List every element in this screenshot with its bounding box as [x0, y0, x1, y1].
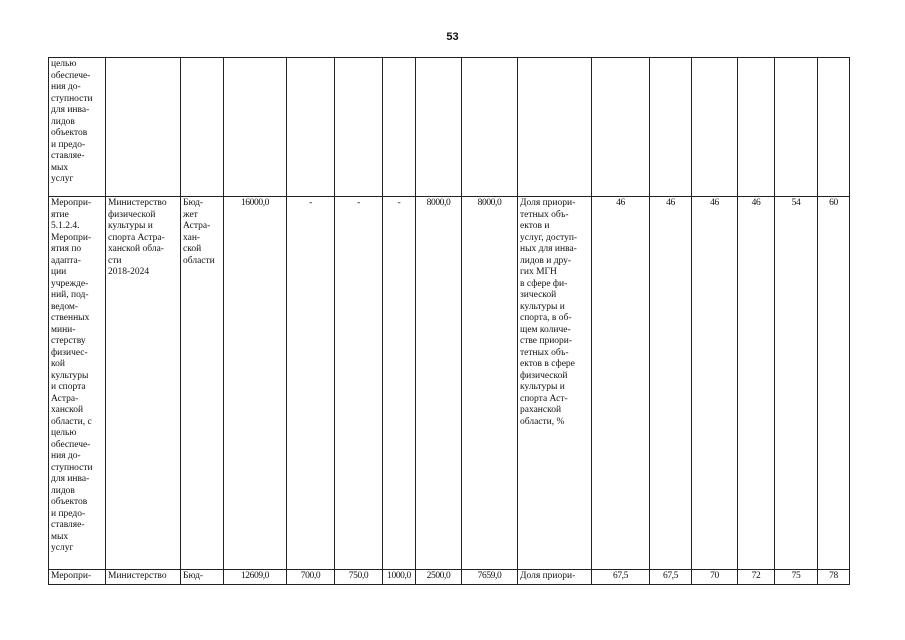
indicator-value-cell: 46 [650, 197, 692, 570]
amount-cell: 700,0 [287, 570, 335, 585]
indicator-cell: Доля приори- тетных объ- ектов и услуг, доступ- ных для инва- лидов и дру- гих МГН в сфере фи- зической культуры и спорта, в об- щем количе- стве приори- тетных объ- ектов в сфере физической культуры и спорта Аст- раханской области, % [518, 197, 592, 570]
amount-cell: - [335, 197, 383, 570]
indicator-value-cell [818, 58, 850, 197]
total-amount-cell [224, 58, 287, 197]
indicator-value-cell: 67,5 [592, 570, 650, 585]
amount-cell: 750,0 [335, 570, 383, 585]
funding-source-cell: Бюд- [181, 570, 224, 585]
indicator-value-cell: 46 [692, 197, 738, 570]
total-amount-cell: 16000,0 [224, 197, 287, 570]
measure-name-cell: Меропри- [49, 570, 106, 585]
indicator-value-cell [775, 58, 818, 197]
indicator-value-cell: 46 [738, 197, 775, 570]
executor-cell: Министерство [106, 570, 181, 585]
executor-cell: Министерство физической культуры и спорта Астра- ханской обла- сти 2018-2024 [106, 197, 181, 570]
amount-cell: 2500,0 [416, 570, 462, 585]
amount-cell: 1000,0 [383, 570, 416, 585]
total-amount-cell: 12609,0 [224, 570, 287, 585]
indicator-value-cell: 75 [775, 570, 818, 585]
indicator-value-cell [692, 58, 738, 197]
program-measures-table [48, 57, 850, 585]
funding-source-cell [181, 58, 224, 197]
measure-name-cell: Меропри- ятие 5.1.2.4. Меропри- ятия по адапта- ции учрежде- ний, под- ведом- ственных мини- стерству физичес- кой культуры и спорта Астра- ханской области, с целью обеспече- ния до- ступности для инва- лидов объектов и предо- ставляе- мых услуг [49, 197, 106, 570]
page-number: 53 [446, 31, 459, 43]
indicator-value-cell [592, 58, 650, 197]
amount-cell: 8000,0 [462, 197, 518, 570]
indicator-value-cell: 60 [818, 197, 850, 570]
indicator-value-cell: 72 [738, 570, 775, 585]
executor-cell [106, 58, 181, 197]
measure-name-cell: целью обеспече- ния до- ступности для инва- лидов объектов и предо- ставляе- мых услуг [49, 58, 106, 197]
indicator-cell [518, 58, 592, 197]
indicator-value-cell [650, 58, 692, 197]
indicator-value-cell: 46 [592, 197, 650, 570]
amount-cell: 8000,0 [416, 197, 462, 570]
table-row [49, 197, 850, 570]
funding-source-cell: Бюд- жет Астра- хан- ской области [181, 197, 224, 570]
indicator-value-cell: 70 [692, 570, 738, 585]
amount-cell [416, 58, 462, 197]
amount-cell [335, 58, 383, 197]
indicator-value-cell: 78 [818, 570, 850, 585]
amount-cell: - [383, 197, 416, 570]
indicator-cell: Доля приори- [518, 570, 592, 585]
amount-cell [462, 58, 518, 197]
amount-cell: 7659,0 [462, 570, 518, 585]
amount-cell [287, 58, 335, 197]
indicator-value-cell: 67,5 [650, 570, 692, 585]
amount-cell [383, 58, 416, 197]
indicator-value-cell: 54 [775, 197, 818, 570]
amount-cell: - [287, 197, 335, 570]
table-row [49, 58, 850, 197]
indicator-value-cell [738, 58, 775, 197]
table-row [49, 570, 850, 585]
